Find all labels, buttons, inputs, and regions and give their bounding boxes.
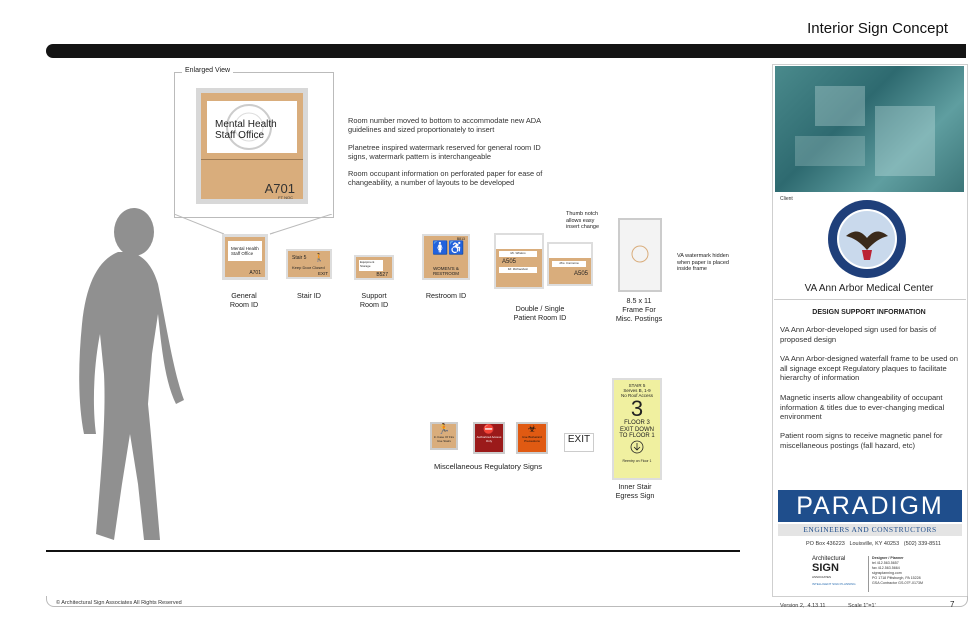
- hospital-aerial-photo: [775, 66, 964, 192]
- exit-sign: EXIT: [564, 433, 594, 452]
- asa-logo: Architectural SIGN ASSOCIATES INTELLIGENT SIGN PLANNING: [812, 556, 856, 586]
- enlarged-sign: [196, 88, 308, 204]
- header-bar: [46, 44, 966, 58]
- stair-label: Stair ID: [297, 291, 321, 300]
- page-title: Interior Sign Concept: [807, 20, 948, 37]
- regulatory-label: Miscellaneous Regulatory Signs: [433, 462, 543, 471]
- authorized-access-sign: ⛔ Authorized Access Only: [473, 422, 505, 454]
- restroom-icon: 🚺♿: [432, 240, 465, 255]
- paradigm-address: PO Box 436223 Louisville, KY 40253 (502) 339-8511: [806, 541, 941, 547]
- support-point-4: Patient room signs to receive magnetic panel for miscellaneous postings (fall hazard, etc): [780, 431, 943, 450]
- note-2: Planetree inspired watermark reserved for general room ID signs, watermark pattern is interchangeable: [348, 143, 541, 161]
- human-silhouette: [48, 204, 188, 550]
- biohazard-sign: ☣ Use Biohazard Precautions: [516, 422, 548, 454]
- egress-sign: STAIR 5 Serves B, 1-9 No Roof Access 3 FLOOR 3 EXIT DOWN TO FLOOR 1 Reentry on Floor 1: [612, 378, 662, 480]
- stair-sign: Stair 5 🚶 Keep Door Closed EXIT: [286, 249, 332, 279]
- paradigm-subtitle: ENGINEERS AND CONSTRUCTORS: [778, 524, 962, 536]
- footer-frame: [46, 596, 968, 607]
- enlarged-room-number: A701: [264, 181, 295, 196]
- double-patient-sign: Mr. Winters A505 Mr. Richardson: [494, 233, 544, 289]
- support-point-2: VA Ann Arbor-designed waterfall frame to be used on all signage except Regulatory plaques to facilitate hierarchy of information: [780, 354, 958, 383]
- note-3: Room occupant information on perforated paper for ease of changeability, a number of layouts to be developed: [348, 169, 543, 187]
- enlarged-sign-text-1: Mental Health: [215, 119, 277, 130]
- design-support-title: DESIGN SUPPORT INFORMATION: [812, 309, 926, 316]
- support-room-label: Support Room ID: [359, 291, 389, 309]
- frame-sign: [618, 218, 662, 292]
- frame-label: 8.5 x 11 Frame For Misc. Postings: [615, 296, 663, 323]
- asa-contact: Designer / Planner tel 412.563.5657 fax 412.563.5664 signsplanning.com PO 1718 Pittsburgh, PA 15228 GSA Contractor GS-07F-0173M: [872, 556, 923, 585]
- enlarged-sign-text-2: Staff Office: [215, 130, 265, 141]
- restroom-sign: B813 🚺♿ WOMEN'S & RESTROOM: [422, 234, 470, 280]
- thumb-notch-note: Thumb notch allows easy insert change: [566, 211, 600, 230]
- va-seal-icon: [826, 198, 908, 280]
- general-room-sign: Mental Health Staff Office A701: [222, 234, 268, 280]
- ground-line: [46, 550, 740, 552]
- restroom-label: Restroom ID: [425, 291, 467, 300]
- single-patient-sign: Mrs. Carmona A505: [547, 242, 593, 286]
- frame-watermark-icon: [630, 244, 650, 264]
- enlarged-view-label: Enlarged View: [182, 67, 233, 74]
- paradigm-logo: PARADIGM: [778, 490, 962, 522]
- note-1: Room number moved to bottom to accommodate new ADA guidelines and sized proportionately to insert: [348, 116, 541, 134]
- enlarged-room-sub: FT NOC: [278, 195, 293, 200]
- support-point-1: VA Ann Arbor-developed sign used for basis of proposed design: [780, 325, 937, 344]
- general-room-label: General Room ID: [229, 291, 259, 309]
- page-number: 7: [950, 600, 955, 609]
- scale: Scale 1"=1': [848, 603, 876, 609]
- down-arrow-icon: [630, 440, 644, 454]
- frame-note: VA watermark hidden when paper is placed inside frame: [677, 253, 729, 272]
- version: Version 2, 4.13.11: [780, 603, 826, 609]
- enlarged-sign-insert: [207, 101, 297, 153]
- fire-stairs-sign: 🏃 In Case Of Fire Use Stairs: [430, 422, 458, 450]
- stair-person-icon: 🚶: [314, 253, 324, 262]
- copyright: © Architectural Sign Associates All Rights Reserved: [56, 600, 182, 606]
- client-label: Client: [780, 196, 793, 202]
- support-point-3: Magnetic inserts allow changeability of occupant information & titles due to ever-changing medical environment: [780, 393, 945, 422]
- support-room-sign: Equipment Storage B527: [354, 255, 394, 280]
- egress-label: Inner Stair Egress Sign: [615, 482, 655, 500]
- client-name: VA Ann Arbor Medical Center: [804, 283, 934, 294]
- patient-room-label: Double / Single Patient Room ID: [513, 304, 567, 322]
